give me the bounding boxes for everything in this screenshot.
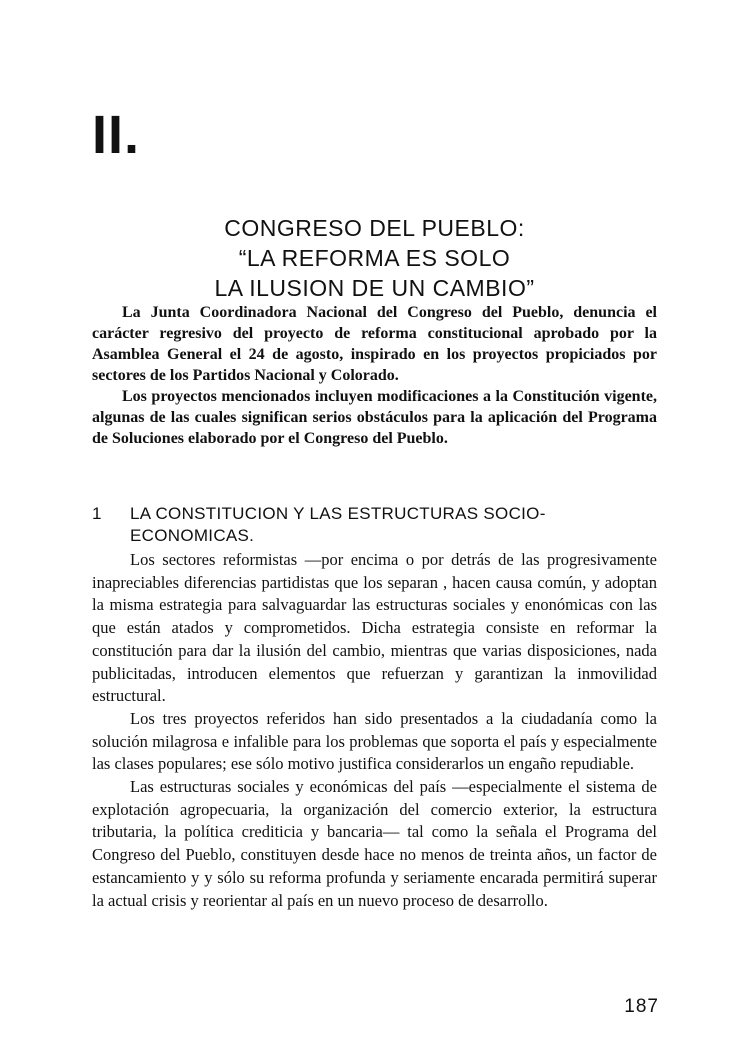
body-paragraph: Las estructuras sociales y económicas del país —especialmente el sistema de explotación agropecuaria, la organización del comercio exterior, la estructura tributaria, la política crediticia y bancaria— tal como la señala el Programa del Congreso del Pueblo, constituyen desde hace no menos de treinta años, un factor de estancamiento y y sólo su reforma profunda y seriamente encarada permitirá superar la actual crisis y reorientar al país en un nuevo proceso de desarrollo. xyxy=(92,777,657,910)
section-body xyxy=(92,549,657,912)
heading-line-2: “LA REFORMA ES SOLO xyxy=(238,245,511,271)
section-title: LA CONSTITUCION Y LAS ESTRUCTURAS SOCIO-ECONOMICAS. xyxy=(130,504,546,545)
page-number: 187 xyxy=(624,996,659,1017)
chapter-number: II. xyxy=(92,105,141,165)
body-paragraph: Los tres proyectos referidos han sido presentados a la ciudadanía como la solución milagrosa e infalible para los problemas que soporta el país y especialmente las clases populares; ese sólo motivo justifica considerarlos un engaño repudiable. xyxy=(92,708,657,774)
body-paragraph: Los sectores reformistas —por encima o por detrás de las progresivamente inapreciables diferencias partidistas que los separan , hacen causa común, y adoptan la misma estrategia para salvaguardar las estructuras sociales y enonómicas con las que están atados y comprometidos. Dicha estrategia consiste en reformar la constitución para dar la ilusión del cambio, mientras que varias disposiciones, nada publicitadas, introducen elementos que refuerzan y garantizan la inmovilidad estructural. xyxy=(92,550,657,706)
section-1 xyxy=(92,503,657,912)
section-heading xyxy=(92,503,657,547)
heading-line-3: LA ILUSION DE UN CAMBIO” xyxy=(214,275,535,301)
section-number: 1 xyxy=(92,504,102,523)
intro-block xyxy=(92,302,657,449)
intro-paragraph: Los proyectos mencionados incluyen modificaciones a la Constitución vigente, algunas de las cuales significan serios obstáculos para la aplicación del Programa de Soluciones elaborado por el Congreso del Pueblo. xyxy=(92,388,657,447)
chapter-heading xyxy=(92,213,657,303)
heading-line-1: CONGRESO DEL PUEBLO: xyxy=(224,215,525,241)
intro-paragraph: La Junta Coordinadora Nacional del Congreso del Pueblo, denuncia el carácter regresivo del proyecto de reforma constitucional aprobado por la Asamblea General el 24 de agosto, inspirado en los proyectos propiciados por sectores de los Partidos Nacional y Colorado. xyxy=(92,304,657,384)
